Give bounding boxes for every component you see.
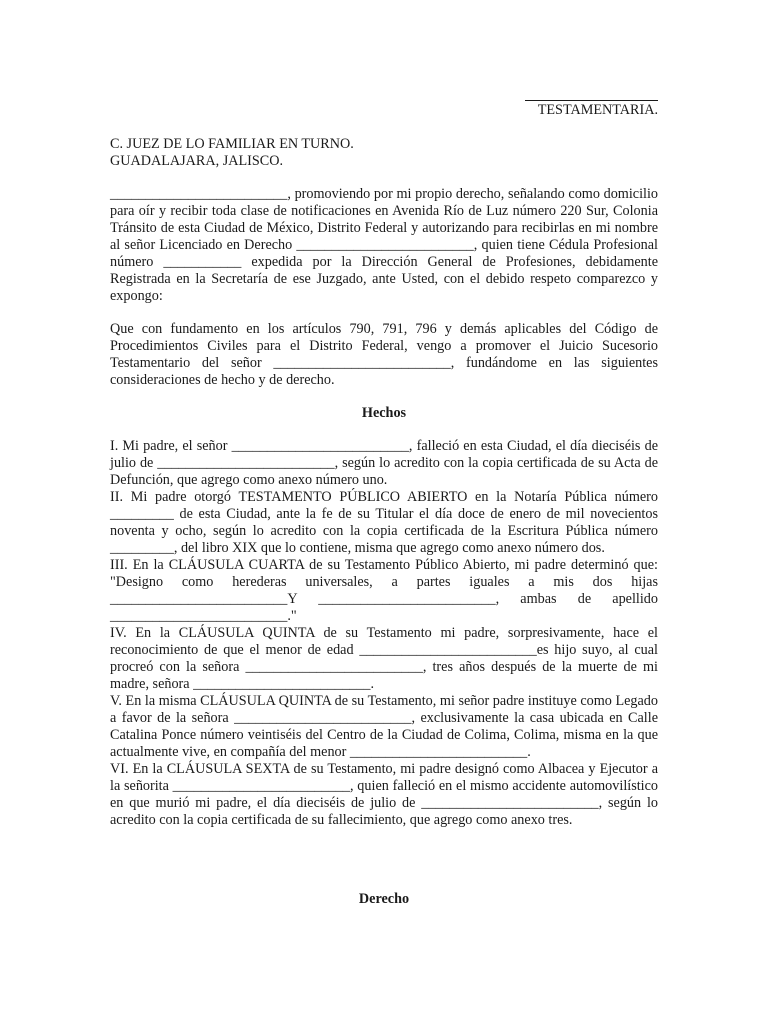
case-number-blank — [525, 86, 658, 101]
hecho-item: III. En la CLÁUSULA CUARTA de su Testamento Público Abierto, mi padre determinó que: "Designo como herederas universales, a partes iguales a mis dos hijas _________________________Y _________________________, ambas de apellido _________________________." — [110, 557, 658, 624]
hecho-item: VI. En la CLÁUSULA SEXTA de su Testamento, mi padre designó como Albacea y Ejecutor a la señorita _________________________, quien falleció en el mismo accidente automovilístico en que murió mi padre, el día dieciséis de julio de _________________________, según lo acredito con la copia certificada de su fallecimiento, que agrego como anexo tres. — [110, 761, 658, 828]
heading-hechos: Hechos — [361, 405, 407, 421]
addressee-block — [110, 136, 354, 170]
basis-paragraph: Que con fundamento en los artículos 790, 791, 796 y demás aplicables del Código de Procedimientos Civiles para el Distrito Federal, vengo a promover el Juicio Sucesorio Testamentario del señor _________________________, fundándome en las siguientes consideraciones de hecho y de derecho. — [110, 321, 658, 388]
hecho-item: I. Mi padre, el señor _________________________, falleció en esta Ciudad, el día dieciséis de julio de _________________________, según lo acredito con la copia certificada de su Acta de Defunción, que agrego como anexo número uno. — [110, 438, 658, 488]
intro-paragraph: _________________________, promoviendo por mi propio derecho, señalando como domicilio para oír y recibir toda clase de notificaciones en Avenida Río de Luz número 220 Sur, Colonia Tránsito de esta Ciudad de México, Distrito Federal y autorizando para recibirlas en mi nombre al señor Licenciado en Derecho _________________________, quien tiene Cédula Profesional número ___________ expedida por la Dirección General de Profesiones, debidamente Registrada en la Secretaría de ese Juzgado, ante Usted, con el debido respeto comparezco y expongo: — [110, 186, 658, 304]
case-type-block — [525, 86, 658, 119]
hechos-list — [110, 438, 658, 829]
addressee-line-1: C. JUEZ DE LO FAMILIAR EN TURNO. — [110, 136, 354, 152]
hecho-item: II. Mi padre otorgó TESTAMENTO PÚBLICO ABIERTO en la Notaría Pública número _________ de esta Ciudad, ante la fe de su Titular el día doce de enero de mil novecientos noventa y ocho, según lo acredito con la copia certificada de la Escritura Pública número _________, del libro XIX que lo contiene, misma que agrego como anexo número dos. — [110, 489, 658, 556]
case-type-title: TESTAMENTARIA. — [537, 102, 658, 118]
hecho-item: IV. En la CLÁUSULA QUINTA de su Testamento mi padre, sorpresivamente, hace el reconocimiento de que el menor de edad _________________________es hijo suyo, al cual procreó con la señora _________________________, tres años después de la muerte de mi madre, señora _________________________. — [110, 625, 658, 692]
hecho-item: V. En la misma CLÁUSULA QUINTA de su Testamento, mi señor padre instituye como Legado a favor de la señora _________________________, exclusivamente la casa ubicada en Calle Catalina Ponce número veintiséis del Centro de la Ciudad de Colima, Colima, misma en la que actualmente vive, en compañía del menor _________________________. — [110, 693, 658, 760]
heading-derecho: Derecho — [358, 891, 410, 907]
addressee-line-2: GUADALAJARA, JALISCO. — [110, 153, 284, 169]
